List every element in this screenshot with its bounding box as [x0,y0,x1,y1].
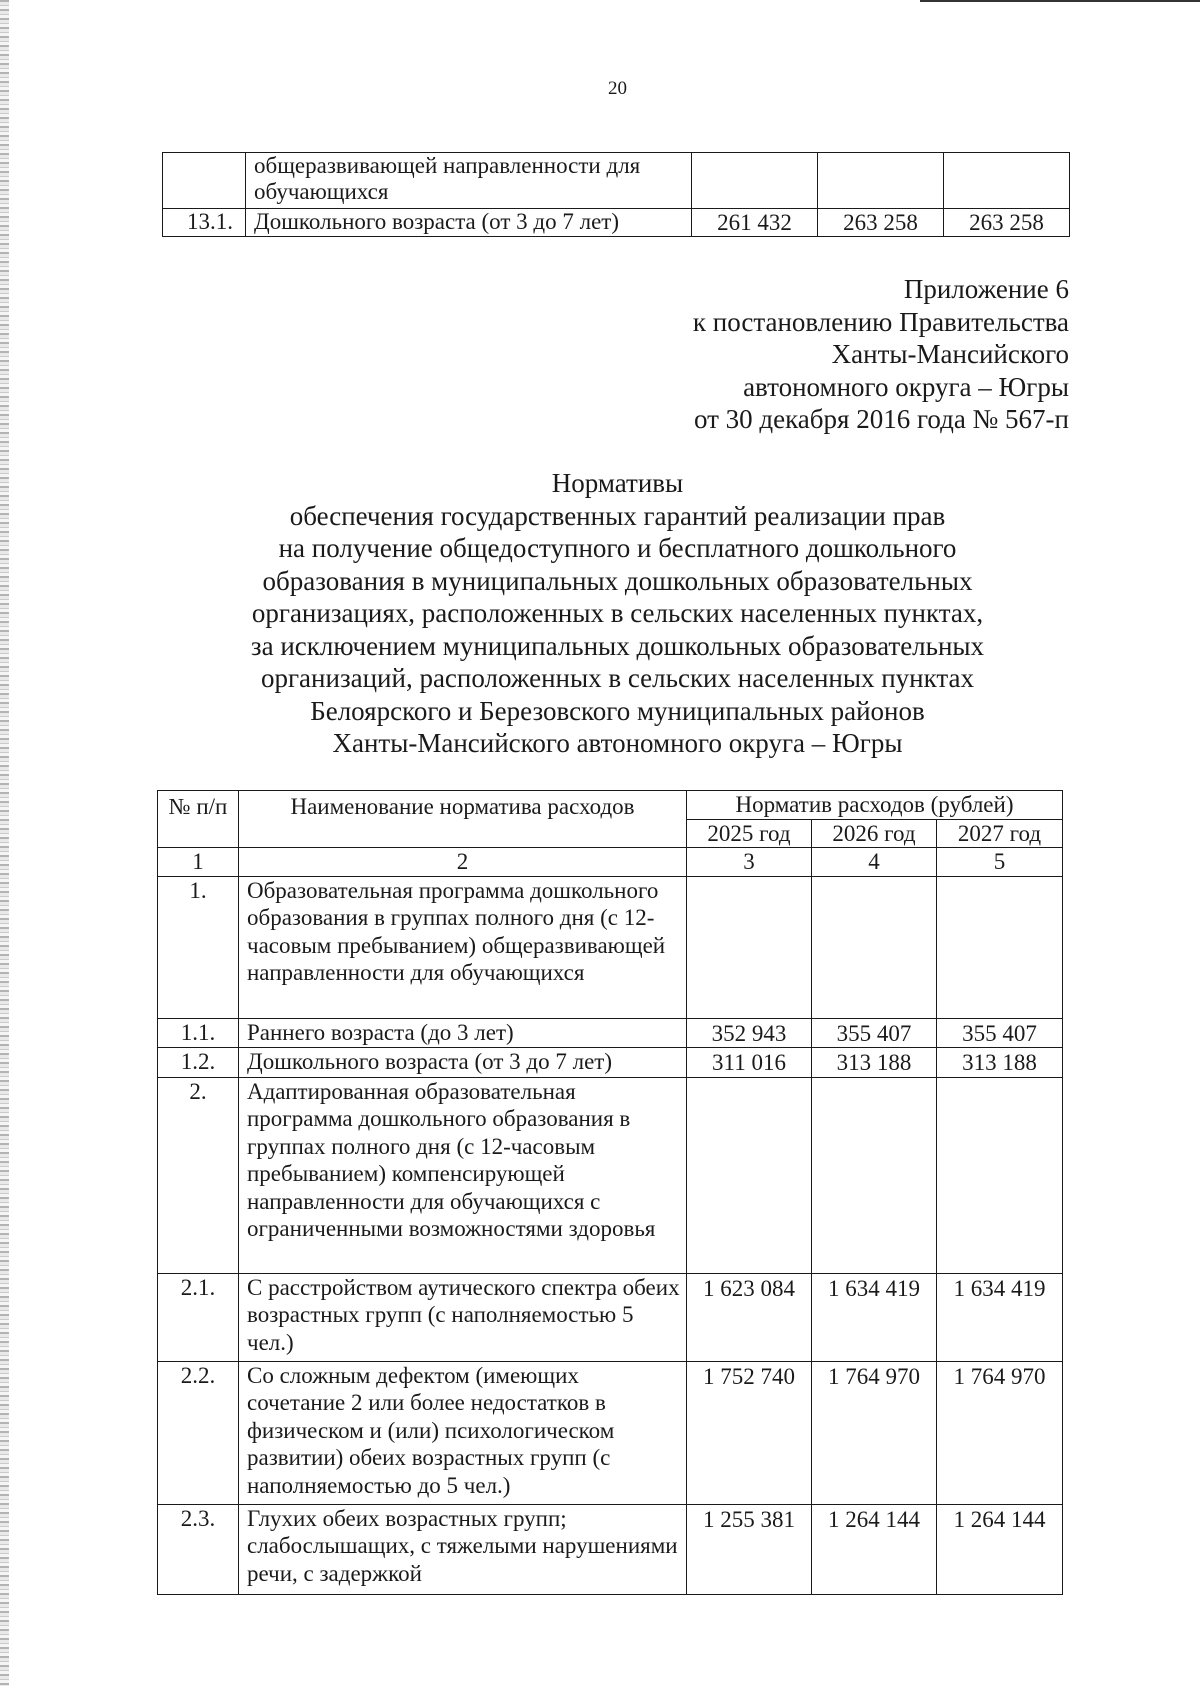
row-name: Образовательная программа дошкольного образования в группах полного дня (с 12-часовым пребыванием) общеразвивающей направленности для обучающихся [239,876,687,1018]
continuation-table [162,152,1070,237]
value-2026: 1 264 144 [812,1504,937,1594]
row-number: 2.3. [158,1504,239,1594]
value-2025 [687,1077,812,1273]
row-number: 13.1. [163,209,246,237]
title-line: на получение общедоступного и бесплатного дошкольного [278,533,957,563]
top-rule [920,0,1200,2]
column-number: 4 [812,848,937,877]
row-number: 2. [158,1077,239,1273]
row-name: Адаптированная образовательная программа дошкольного образования в группах полного дня (с 12-часовым пребыванием) компенсирующей направленности для обучающихся с ограниченными возможностями здоровья [239,1077,687,1273]
row-name: Дошкольного возраста (от 3 до 7 лет) [246,209,692,237]
norms-table [157,790,1063,1595]
value-2027 [937,1077,1063,1273]
appendix-line: Приложение 6 [903,274,1069,304]
document-title [0,467,1200,760]
appendix-line: Ханты-Мансийского [831,339,1069,369]
row-name: Раннего возраста (до 3 лет) [239,1018,687,1048]
row-number [163,153,246,209]
title-line: образования в муниципальных дошкольных образовательных [262,565,973,596]
value-2025: 1 752 740 [687,1361,812,1504]
header-2025: 2025 год [687,819,812,848]
table-row [158,1504,1063,1594]
value-2026: 1 764 970 [812,1361,937,1504]
value-2027: 313 188 [937,1048,1063,1078]
appendix-block [693,273,1069,436]
header-name: Наименование норматива расходов [239,791,687,848]
column-number: 3 [687,848,812,877]
row-name: С расстройством аутического спектра обеих возрастных групп (с наполняемостью 5 чел.) [239,1273,687,1361]
value-2027: 1 764 970 [937,1361,1063,1504]
table-row [158,1018,1063,1048]
title-line: за исключением муниципальных дошкольных образовательных [250,630,985,661]
table-row [158,1273,1063,1361]
title-line: организаций, расположенных в сельских населенных пунктах [260,663,975,693]
header-2026: 2026 год [812,819,937,848]
table-row [158,876,1063,1018]
row-number: 1.2. [158,1048,239,1078]
value-2026: 355 407 [812,1018,937,1048]
table-row [158,1048,1063,1078]
row-number: 2.1. [158,1273,239,1361]
header-2027: 2027 год [937,819,1063,848]
value-2027 [944,153,1070,209]
value-2025: 1 255 381 [687,1504,812,1594]
value-2025 [692,153,818,209]
value-2027: 263 258 [944,209,1070,237]
value-2025: 311 016 [687,1048,812,1078]
table-row [163,209,1070,237]
header-row [158,791,1063,820]
table-row [158,1077,1063,1273]
scan-edge [0,0,9,1686]
row-name: Со сложным дефектом (имеющих сочетание 2 или более недостатков в физическом и (или) психологическом развитии) обеих возрастных групп (с наполняемостью до 5 чел.) [239,1361,687,1504]
value-2026 [812,1077,937,1273]
value-2027: 1 634 419 [937,1273,1063,1361]
appendix-line: от 30 декабря 2016 года № 567-п [693,404,1069,434]
page-number: 20 [608,78,627,99]
row-name: Дошкольного возраста (от 3 до 7 лет) [239,1048,687,1078]
appendix-line: к постановлению Правительства [692,306,1069,337]
row-name: Глухих обеих возрастных групп; слабослышащих, с тяжелыми нарушениями речи, с задержкой [239,1504,687,1594]
table-row [163,153,1070,209]
row-number: 2.2. [158,1361,239,1504]
appendix-line: автономного округа – Югры [743,371,1069,402]
table-row [158,1361,1063,1504]
header-group: Норматив расходов (рублей) [687,791,1063,820]
value-2026: 263 258 [818,209,944,237]
title-heading: Нормативы [551,468,684,498]
value-2025: 352 943 [687,1018,812,1048]
value-2026 [818,153,944,209]
row-number: 1.1. [158,1018,239,1048]
title-line: организациях, расположенных в сельских населенных пунктах, [251,598,984,628]
column-number: 2 [239,848,687,877]
column-number: 1 [158,848,239,877]
value-2027 [937,876,1063,1018]
value-2025 [687,876,812,1018]
title-line: обеспечения государственных гарантий реализации прав [289,500,946,531]
row-name: общеразвивающей направленности для обучающихся [246,153,692,209]
title-line: Белоярского и Березовского муниципальных районов [310,695,925,726]
header-no: № п/п [158,791,239,848]
value-2026: 1 634 419 [812,1273,937,1361]
column-number: 5 [937,848,1063,877]
title-line: Ханты-Мансийского автономного округа – Югры [332,728,903,758]
column-number-row [158,848,1063,877]
value-2027: 355 407 [937,1018,1063,1048]
value-2025: 1 623 084 [687,1273,812,1361]
value-2026: 313 188 [812,1048,937,1078]
value-2025: 261 432 [692,209,818,237]
value-2026 [812,876,937,1018]
value-2027: 1 264 144 [937,1504,1063,1594]
row-number: 1. [158,876,239,1018]
